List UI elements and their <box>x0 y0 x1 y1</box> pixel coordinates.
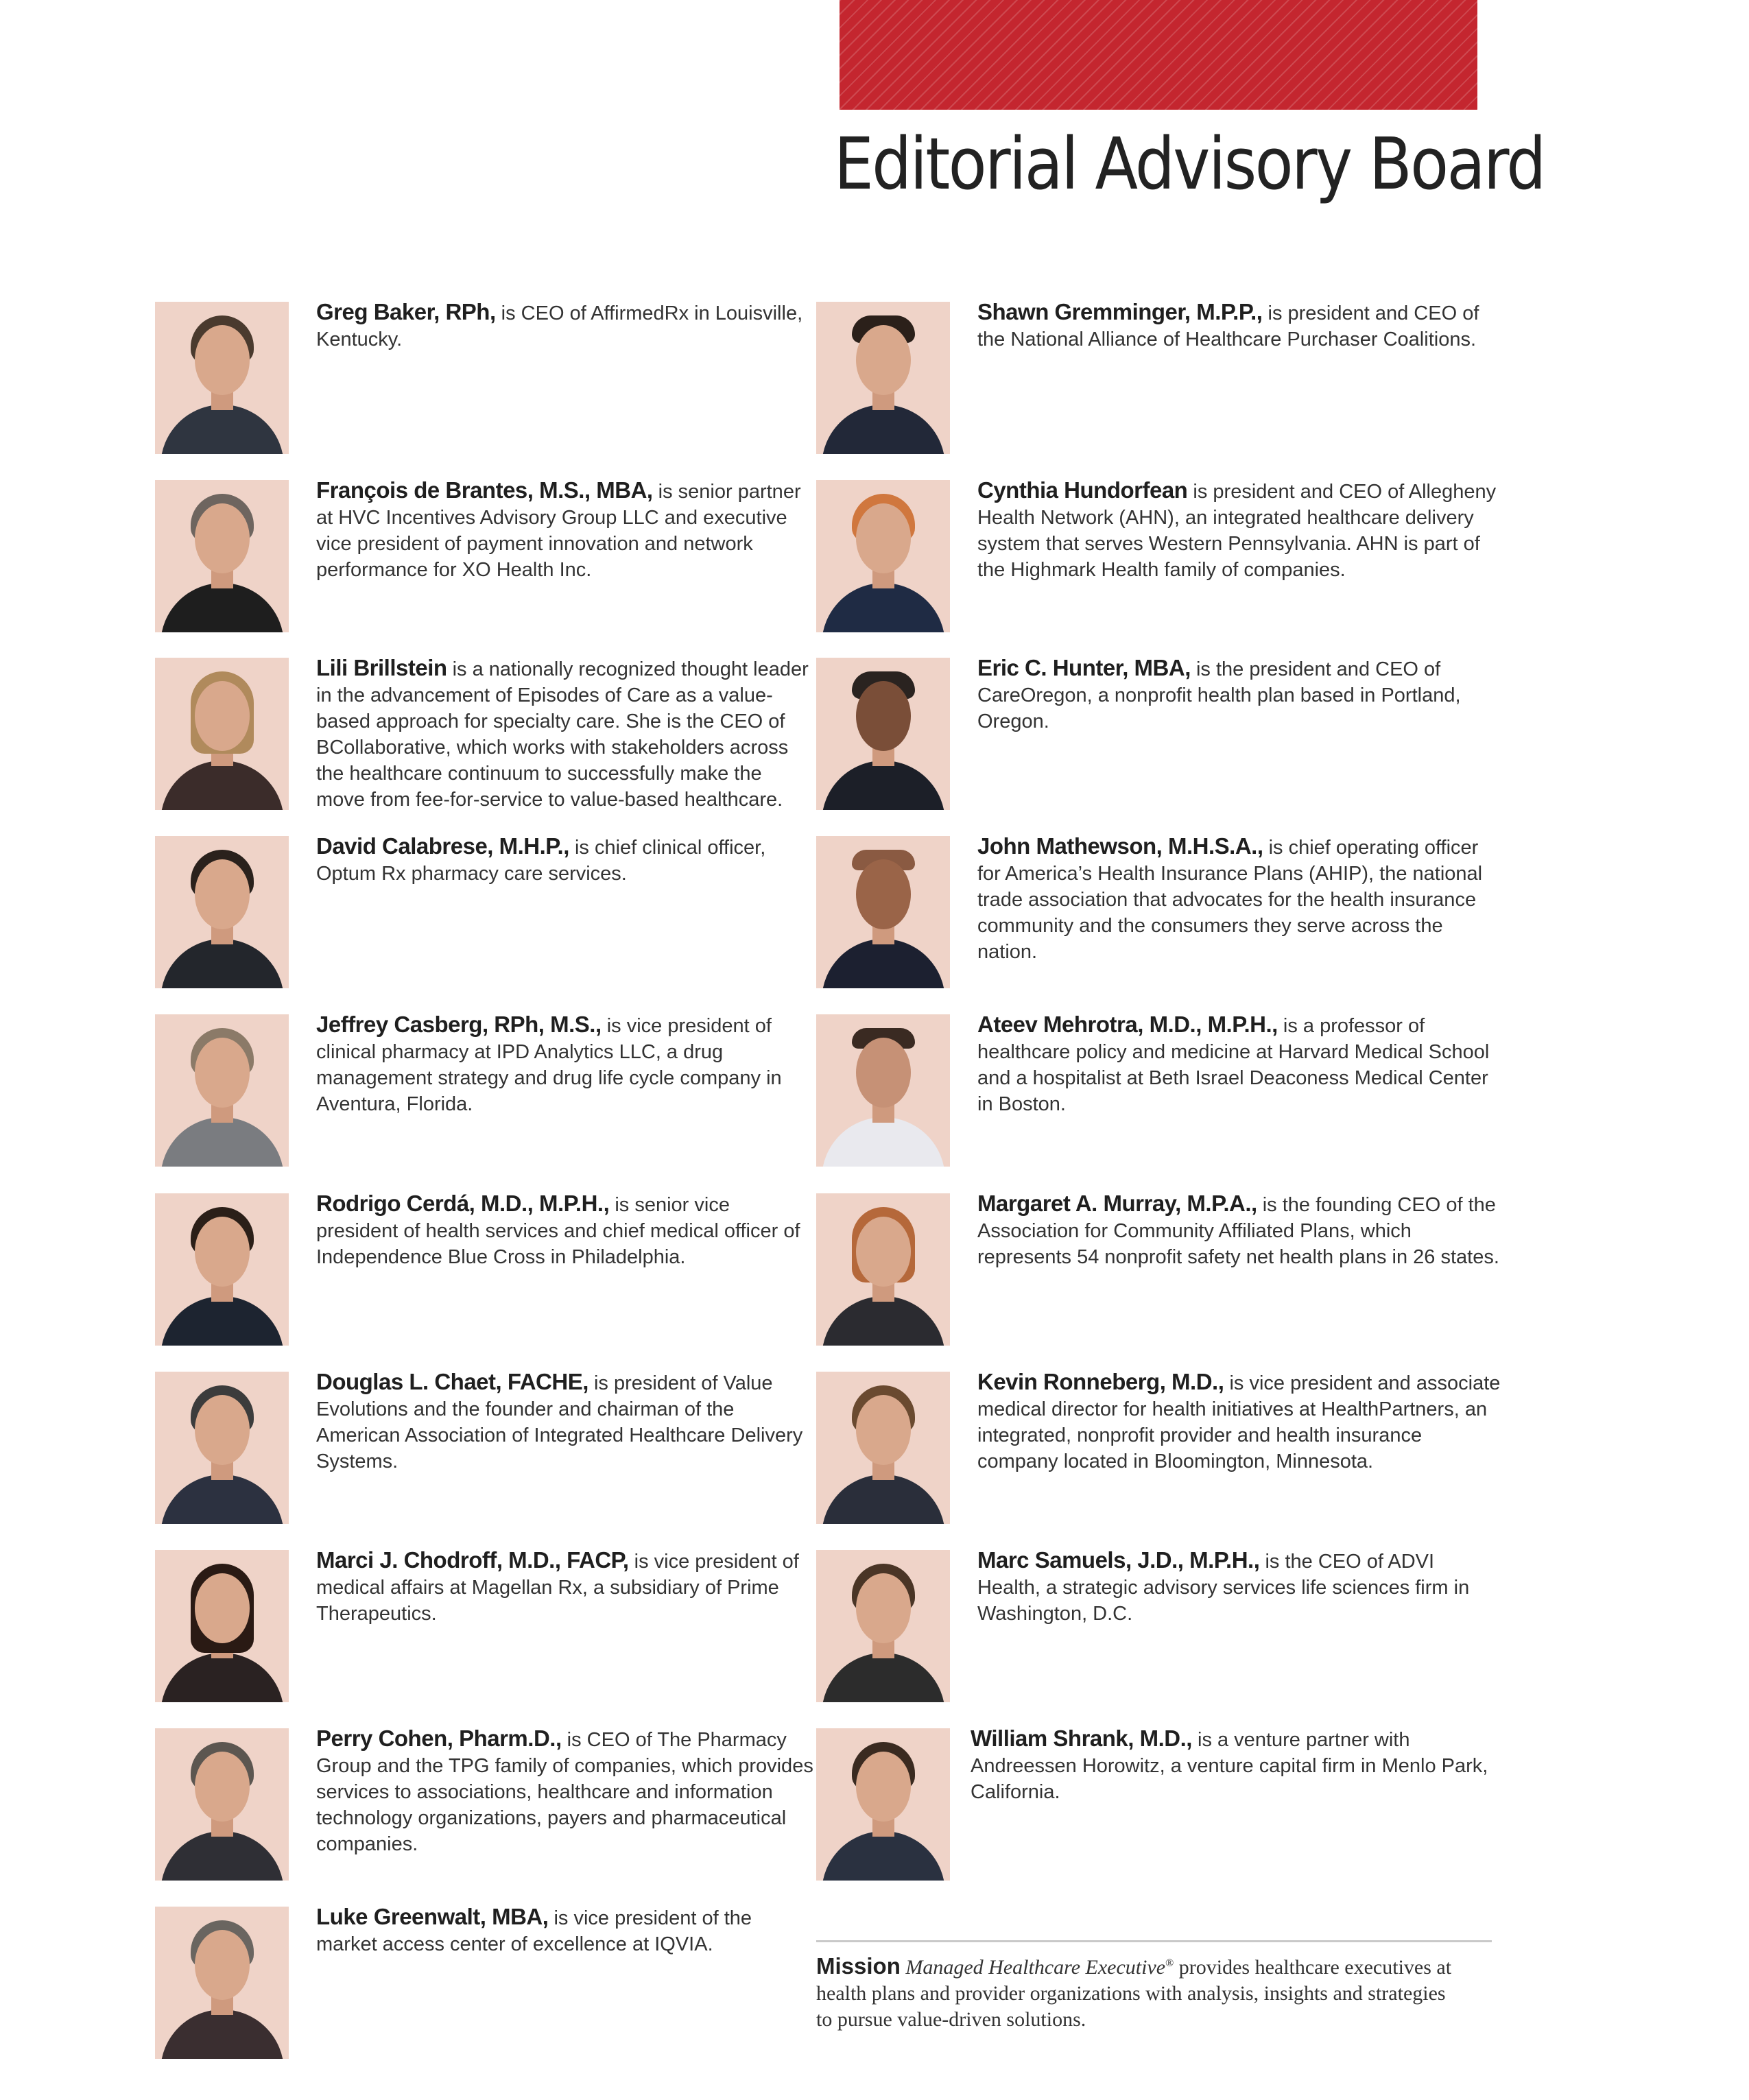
member-description: is a nationally recognized thought leader in the advancement of Episodes of Care as a value-based approach for specialty care. She is the CEO of BCollaborative, which works with stakeholders across the healthcare continuum to successfully make the move from fee-for-service to value-based healthcare. <box>316 658 809 811</box>
member-description: is the president and CEO of CareOregon, a nonprofit health plan based in Portland, Oregon. <box>977 658 1461 732</box>
member-name: Kevin Ronneberg, M.D., <box>977 1369 1224 1394</box>
member-bio <box>977 1369 1502 1475</box>
board-member-entry <box>155 1369 813 1524</box>
portrait-photo <box>816 1193 950 1346</box>
member-bio <box>316 1012 813 1117</box>
portrait-photo <box>155 1193 289 1346</box>
member-description: is vice president of clinical pharmacy at IPD Analytics LLC, a drug management strategy and drug life cycle company in Aventura, Florida. <box>316 1015 782 1115</box>
portrait-photo <box>816 836 950 988</box>
member-description: is the CEO of ADVI Health, a strategic advisory services life sciences firm in Washington, D.C. <box>977 1551 1470 1625</box>
portrait-photo <box>816 658 950 810</box>
member-bio <box>316 655 813 813</box>
member-name: Jeffrey Casberg, RPh, M.S., <box>316 1012 602 1037</box>
member-bio <box>977 299 1502 353</box>
portrait-photo <box>155 1550 289 1702</box>
member-bio <box>316 1369 813 1475</box>
member-description: is president of Value Evolutions and the founder and chairman of the American Association of Integrated Healthcare Delivery Systems. <box>316 1372 803 1472</box>
portrait-photo <box>155 658 289 810</box>
member-name: Greg Baker, RPh, <box>316 299 496 324</box>
member-bio <box>316 1904 813 1957</box>
portrait-photo <box>816 480 950 632</box>
board-member-entry <box>155 299 813 454</box>
member-name: Marci J. Chodroff, M.D., FACP, <box>316 1547 629 1573</box>
member-name: John Mathewson, M.H.S.A., <box>977 833 1263 859</box>
member-name: François de Brantes, M.S., MBA, <box>316 477 653 503</box>
mission-text: provides healthcare executives at health plans and provider organizations with analysis, insights and strategies to pursue value-driven solutions. <box>816 1956 1452 2031</box>
trademark-symbol: ® <box>1165 1957 1174 1969</box>
member-bio <box>977 655 1502 735</box>
portrait-photo <box>155 1728 289 1881</box>
member-description: is president and CEO of Allegheny Health Network (AHN), an integrated healthcare delivery system that serves Western Pennsylvania. AHN is part of the Highmark Health family of companies. <box>977 481 1497 581</box>
portrait-photo <box>155 1907 289 2059</box>
portrait-photo <box>816 1372 950 1524</box>
board-member-entry <box>155 1014 813 1167</box>
member-description: is senior vice president of health services and chief medical officer of Independence Blue Cross in Philadelphia. <box>316 1194 800 1268</box>
portrait-photo <box>155 480 289 632</box>
member-description: is a professor of healthcare policy and medicine at Harvard Medical School and a hospitalist at Beth Israel Deaconess Medical Center in Boston. <box>977 1015 1490 1115</box>
mission-statement <box>816 1950 1461 2033</box>
member-name: Rodrigo Cerdá, M.D., M.P.H., <box>316 1191 610 1216</box>
member-description: is senior partner at HVC Incentives Advisory Group LLC and executive vice president of payment innovation and network performance for XO Health Inc. <box>316 481 801 581</box>
member-bio <box>316 1547 813 1627</box>
board-member-entry <box>816 1728 1502 1881</box>
board-member-entry <box>816 833 1502 988</box>
member-name: Luke Greenwalt, MBA, <box>316 1904 549 1929</box>
board-member-entry <box>816 655 1502 810</box>
member-description: is president and CEO of the National Alliance of Healthcare Purchaser Coalitions. <box>977 302 1479 350</box>
board-member-entry <box>816 1547 1502 1702</box>
member-bio <box>316 1191 813 1270</box>
board-member-entry <box>155 1904 813 2059</box>
member-bio <box>977 477 1502 583</box>
board-member-entry <box>155 477 813 632</box>
portrait-photo <box>816 1550 950 1702</box>
member-name: Ateev Mehrotra, M.D., M.P.H., <box>977 1012 1278 1037</box>
mission-label: Mission <box>816 1953 901 1979</box>
portrait-photo <box>155 836 289 988</box>
board-member-entry <box>155 1728 813 1881</box>
portrait-photo <box>155 1014 289 1167</box>
member-description: is the founding CEO of the Association for Community Affiliated Plans, which represents 54 nonprofit safety net health plans in 26 states. <box>977 1194 1499 1268</box>
member-description: is vice president of medical affairs at Magellan Rx, a subsidiary of Prime Therapeutics. <box>316 1551 799 1625</box>
member-description: is CEO of AffirmedRx in Louisville, Kentucky. <box>316 302 803 350</box>
board-member-entry <box>816 1193 1502 1346</box>
member-description: is a venture partner with Andreessen Horowitz, a venture capital firm in Menlo Park, California. <box>971 1729 1488 1803</box>
board-member-entry <box>816 1369 1502 1524</box>
member-name: Marc Samuels, J.D., M.P.H., <box>977 1547 1260 1573</box>
portrait-photo <box>816 302 950 454</box>
section-divider <box>816 1940 1492 1942</box>
member-description: is CEO of The Pharmacy Group and the TPG family of companies, which provides services to associations, healthcare and information technology organizations, payers and pharmaceutical companies. <box>316 1729 813 1855</box>
member-name: Cynthia Hundorfean <box>977 477 1188 503</box>
member-bio <box>316 1726 813 1857</box>
portrait-photo <box>155 1372 289 1524</box>
board-member-entry <box>155 655 813 811</box>
board-member-entry <box>816 299 1502 454</box>
member-bio <box>977 1547 1502 1627</box>
header-banner <box>840 0 1477 110</box>
member-bio <box>977 1191 1502 1270</box>
member-name: Margaret A. Murray, M.P.A., <box>977 1191 1257 1216</box>
portrait-photo <box>155 302 289 454</box>
member-name: David Calabrese, M.H.P., <box>316 833 569 859</box>
member-bio <box>316 833 813 887</box>
member-bio <box>971 1726 1502 1805</box>
member-description: is vice president of the market access center of excellence at IQVIA. <box>316 1907 752 1955</box>
member-description: is chief operating officer for America’s Health Insurance Plans (AHIP), the national trade association that advocates for the health insurance community and the consumers they serve across the nation. <box>977 837 1483 963</box>
page-title: Editorial Advisory Board <box>834 122 1545 206</box>
member-name: Eric C. Hunter, MBA, <box>977 655 1191 680</box>
portrait-photo <box>816 1014 950 1167</box>
member-name: Shawn Gremminger, M.P.P., <box>977 299 1263 324</box>
member-bio <box>316 477 813 583</box>
member-description: is vice president and associate medical director for health initiatives at HealthPartners, an integrated, nonprofit provider and health insurance company located in Bloomington, Minnesota. <box>977 1372 1501 1472</box>
publication-name: Managed Healthcare Executive <box>905 1956 1166 1979</box>
board-member-entry <box>155 833 813 988</box>
member-bio <box>977 833 1502 965</box>
board-member-entry <box>816 477 1502 632</box>
member-name: Lili Brillstein <box>316 655 447 680</box>
portrait-photo <box>816 1728 950 1881</box>
member-bio <box>316 299 813 353</box>
member-name: William Shrank, M.D., <box>971 1726 1192 1751</box>
member-name: Perry Cohen, Pharm.D., <box>316 1726 562 1751</box>
member-name: Douglas L. Chaet, FACHE, <box>316 1369 588 1394</box>
board-member-entry <box>155 1193 813 1346</box>
board-member-entry <box>816 1014 1502 1167</box>
member-bio <box>977 1012 1502 1117</box>
board-member-entry <box>155 1547 813 1702</box>
member-description: is chief clinical officer, Optum Rx pharmacy care services. <box>316 837 766 885</box>
